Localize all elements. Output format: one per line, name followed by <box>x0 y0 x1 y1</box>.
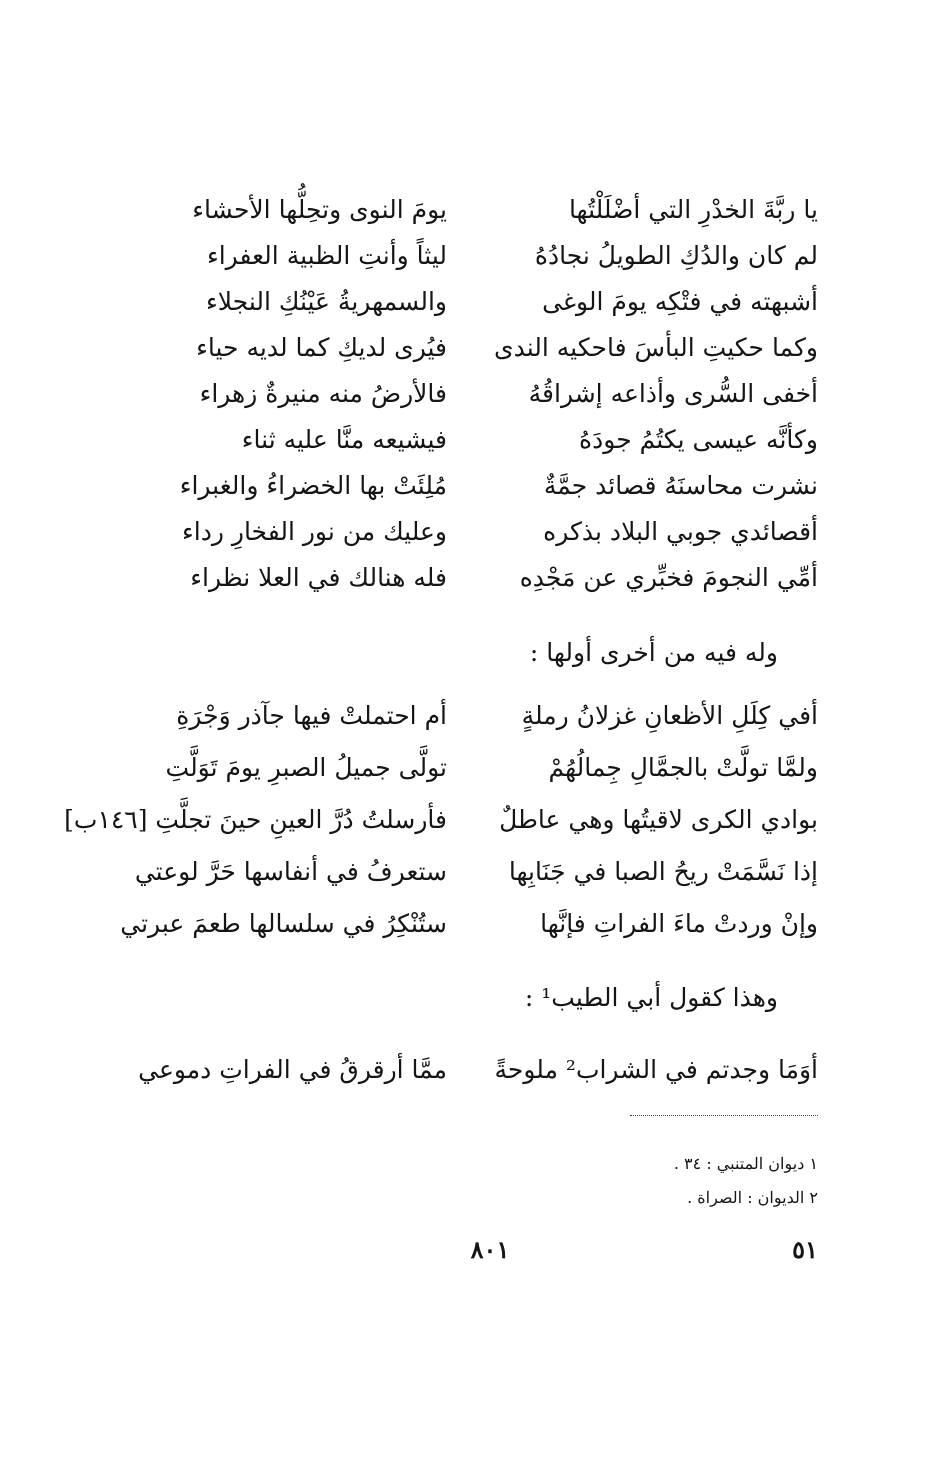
verse-right-hemistich: وكما حكيتِ البأسَ فاحكيه الندى <box>494 333 818 362</box>
page-number-outer: ٥١ <box>792 1235 818 1264</box>
verse-right-hemistich: أوَمَا وجدتم في الشراب² ملوحةً <box>494 1055 818 1084</box>
verse-right-hemistich: إذا نَسَّمَتْ ريحُ الصبا في جَنَابِها <box>508 857 818 886</box>
verse-right-hemistich: أخفى السُّرى وأذاعه إشراقُهُ <box>528 379 818 408</box>
verse-right-hemistich: نشرت محاسنَهُ قصائد جمَّةٌ <box>543 471 818 500</box>
verse-right-hemistich: لم كان والدُكِ الطويلُ نجادُهُ <box>534 241 818 270</box>
verse-left-hemistich: أم احتملتْ فيها جآذر وَجْرَةِ <box>176 701 447 730</box>
verse-right-hemistich: أفي كِلَلِ الأظعانِ غزلانُ رملةٍ <box>521 701 818 730</box>
verse-left-hemistich: والسمهريةُ عَيْنُكِ النجلاء <box>206 287 447 316</box>
verse-left-hemistich: فأرسلتُ دُرَّ العينِ حينَ تجلَّتِ [١٤٦ب] <box>64 805 447 834</box>
verse-right-hemistich: وكأنَّه عيسى يكتُمُ جودَهُ <box>579 425 818 454</box>
verse-right-hemistich: أمِّي النجومَ فخبِّري عن مَجْدِه <box>519 563 818 592</box>
verse-left-hemistich: فالأرضُ منه منيرةٌ زهراء <box>199 379 447 408</box>
verse-right-hemistich: أقصائدي جوبي البلاد بذكره <box>543 517 818 546</box>
verse-right-hemistich: أشبهته في فتْكِه يومَ الوغى <box>542 287 818 316</box>
verse-left-hemistich: فله هنالك في العلا نظراء <box>190 563 447 592</box>
verse-left-hemistich: ليثاً وأنتِ الظبية العفراء <box>206 241 447 270</box>
verse-left-hemistich: فيُرى لديكِ كما لديه حياء <box>196 333 447 362</box>
footnote-item: ٢ الديوان : الصراة . <box>687 1188 818 1207</box>
verse-left-hemistich: يومَ النوى وتحِلُّها الأحشاء <box>192 195 447 224</box>
verse-right-hemistich: يا ربَّةَ الخدْرِ التي أضْلَلْتُها <box>568 195 818 224</box>
verse-right-hemistich: بوادي الكرى لاقيتُها وهي عاطلٌ <box>499 805 818 834</box>
footnote-item: ١ ديوان المتنبي : ٣٤ . <box>673 1154 818 1173</box>
verse-left-hemistich: ستعرفُ في أنفاسها حَرَّ لوعتي <box>134 857 447 886</box>
page-number-inner: ٨٠١ <box>470 1235 510 1264</box>
verse-left-hemistich: وعليك من نور الفخارِ رداء <box>182 517 447 546</box>
verse-right-hemistich: وإنْ وردتْ ماءَ الفراتِ فإنَّها <box>540 909 818 938</box>
section-intro: وهذا كقول أبي الطيب¹ : <box>524 983 778 1012</box>
verse-left-hemistich: تولَّى جميلُ الصبرِ يومَ تَوَلَّتِ <box>165 753 447 782</box>
footnote-divider <box>630 1115 818 1116</box>
verse-left-hemistich: ستُنْكِرُ في سلسالها طعمَ عبرتي <box>120 909 447 938</box>
verse-left-hemistich: فيشيعه منَّا عليه ثناء <box>241 425 447 454</box>
verse-left-hemistich: مُلِئَتْ بها الخضراءُ والغبراء <box>179 471 447 500</box>
verse-left-hemistich: ممَّا أرقرقُ في الفراتِ دموعي <box>138 1055 447 1084</box>
verse-right-hemistich: ولمَّا تولَّتْ بالجمَّالِ جِمالُهُمْ <box>548 753 818 782</box>
section-intro: وله فيه من أخرى أولها : <box>529 638 778 667</box>
